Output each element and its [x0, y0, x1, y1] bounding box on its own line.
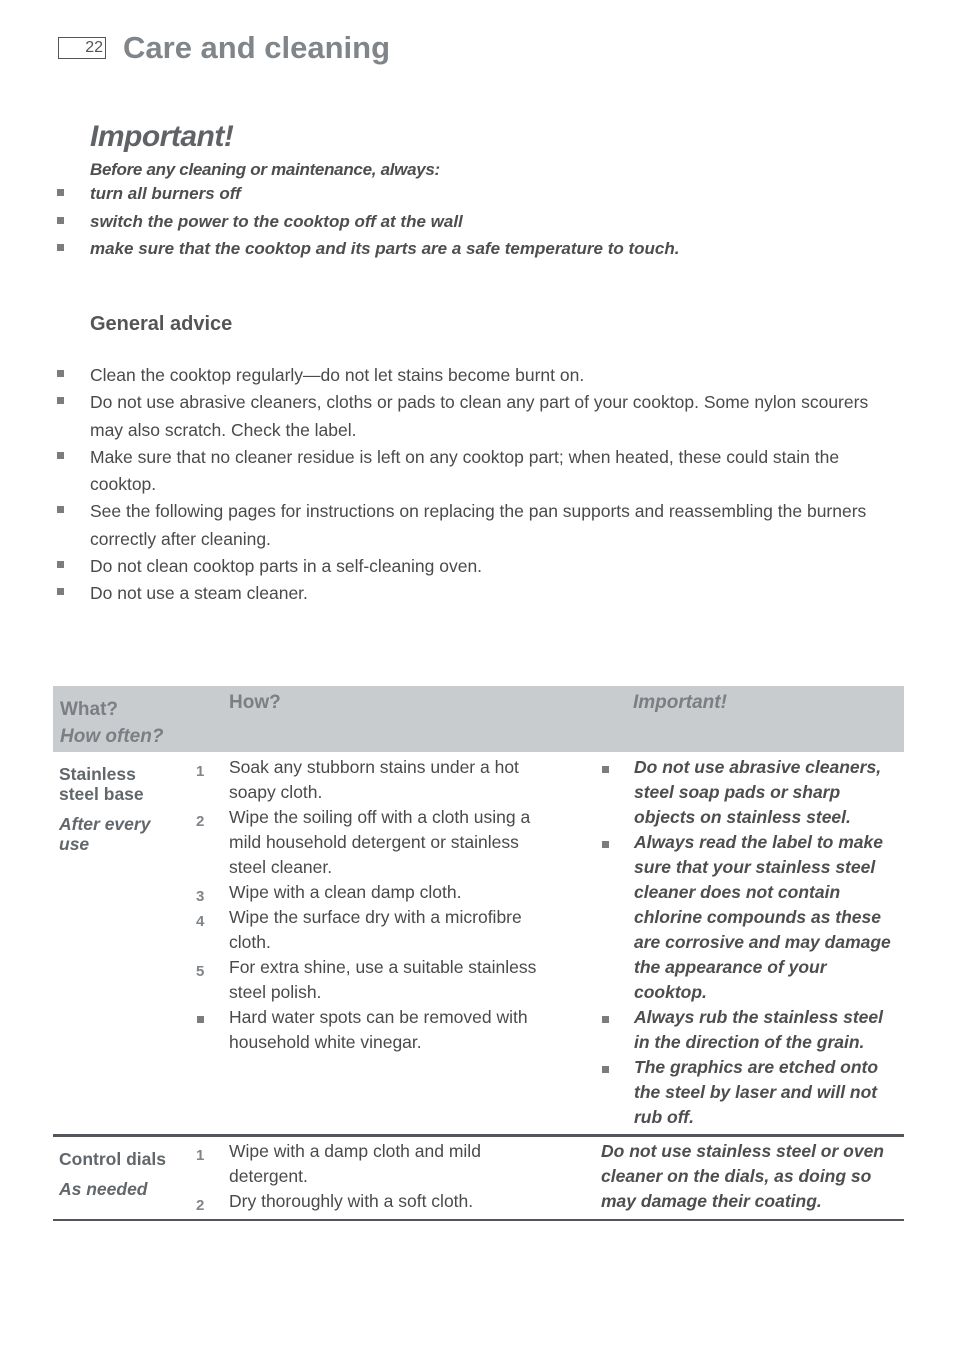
important-subtitle: Before any cleaning or maintenance, always: [90, 160, 440, 179]
important-notes [601, 755, 901, 1130]
table-row [53, 1137, 904, 1221]
bullet-icon [57, 370, 64, 377]
page-title: Care and cleaning [123, 30, 391, 65]
step: 2 Wipe the soiling off with a cloth using a mild household detergent or stainless steel cleaner. [196, 807, 531, 877]
list-item: Do not clean cooktop parts in a self-cleaning oven. [0, 553, 954, 580]
step: Hard water spots can be removed with household white vinegar. [196, 1005, 556, 1055]
step: 1 Wipe with a damp cloth and mild detergent. [196, 1141, 481, 1186]
list-item: Do not use a steam cleaner. [0, 580, 954, 607]
steps-list [196, 755, 556, 1055]
list-item: Do not use abrasive cleaners, cloths or pads to clean any part of your cooktop. Some nylon scourers may also scratch. Check the label. [0, 389, 954, 444]
header-how-often: How often? [60, 726, 164, 747]
important-heading: Important! [90, 120, 234, 153]
general-advice-heading: General advice [90, 313, 233, 335]
step: 2 Dry thoroughly with a soft cloth. [196, 1191, 474, 1214]
bullet-icon [57, 217, 64, 224]
step: 5 For extra shine, use a suitable stainless steel polish. [196, 957, 537, 1002]
item-name: Stainless steel base [59, 764, 144, 804]
item-frequency: As needed [59, 1179, 148, 1199]
list-item: switch the power to the cooktop off at the wall [0, 208, 954, 236]
bullet-icon [57, 189, 64, 196]
bullet-icon [57, 588, 64, 595]
header-what: What? How often? [60, 696, 163, 750]
note: Always rub the stainless steel in the direction of the grain. [601, 1005, 901, 1055]
bullet-icon [57, 561, 64, 568]
header-important: Important! [633, 692, 727, 713]
note: The graphics are etched onto the steel by laser and will not rub off. [601, 1055, 901, 1130]
important-section [0, 120, 954, 263]
list-item: Clean the cooktop regularly—do not let stains become burnt on. [0, 362, 954, 389]
list-item: See the following pages for instructions on replacing the pan supports and reassembling the burners correctly after cleaning. [0, 498, 954, 553]
bullet-icon [602, 1016, 609, 1023]
note: Always read the label to make sure that your stainless steel cleaner does not contain chlorine compounds as these are corrosive and may damage the appearance of your cooktop. [601, 830, 901, 1005]
bullet-icon [57, 506, 64, 513]
page-number: 22 [58, 37, 106, 59]
step: 4 Wipe the surface dry with a microfibre cloth. [196, 907, 522, 952]
header-how: How? [229, 692, 281, 713]
bullet-icon [602, 766, 609, 773]
item-name: Control dials [59, 1149, 166, 1169]
table-header [53, 686, 904, 752]
list-item: make sure that the cooktop and its parts are a safe temperature to touch. [0, 235, 954, 263]
note: Do not use stainless steel or oven cleaner on the dials, as doing so may damage their coating. [601, 1141, 884, 1211]
page-header [58, 30, 390, 66]
important-list [0, 180, 954, 263]
step: 3 Wipe with a clean damp cloth. [196, 882, 462, 905]
bullet-icon [197, 1016, 204, 1023]
item-frequency: After every use [59, 814, 151, 854]
bullet-icon [602, 841, 609, 848]
care-table [53, 686, 904, 1221]
important-notes [601, 1139, 886, 1214]
table-row [53, 752, 904, 1137]
bullet-icon [602, 1066, 609, 1073]
list-item: Make sure that no cleaner residue is left on any cooktop part; when heated, these could stain the cooktop. [0, 444, 954, 499]
bullet-icon [57, 452, 64, 459]
bullet-icon [57, 397, 64, 404]
list-item: turn all burners off [0, 180, 954, 208]
bullet-icon [57, 244, 64, 251]
general-advice-list [0, 362, 954, 608]
note: Do not use abrasive cleaners, steel soap pads or sharp objects on stainless steel. [601, 755, 901, 830]
steps-list [196, 1139, 556, 1214]
step: 1 Soak any stubborn stains under a hot soapy cloth. [196, 757, 519, 802]
